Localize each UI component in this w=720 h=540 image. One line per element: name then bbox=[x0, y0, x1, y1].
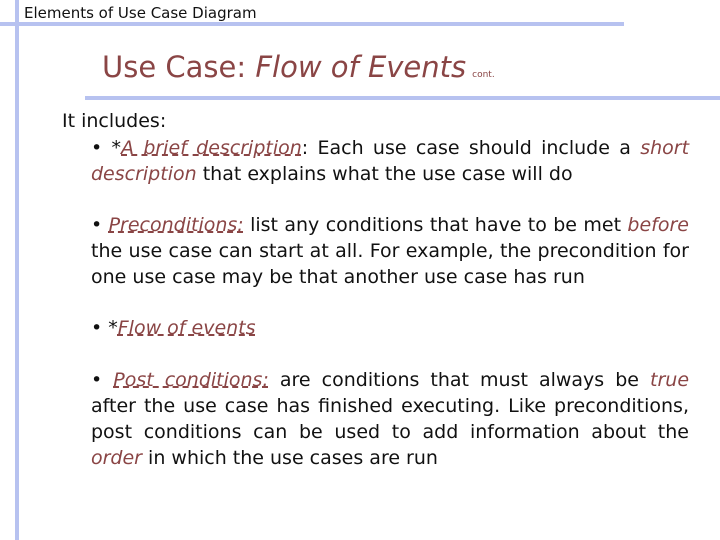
top-accent-bar bbox=[0, 22, 624, 26]
bullet-marker: • bbox=[91, 317, 109, 339]
bullet-text-middle: after the use case has finished executing. Like preconditions, post conditions can be used to add information about the bbox=[91, 395, 689, 443]
title-prefix: Use Case: bbox=[102, 50, 256, 84]
bullet-text: list any conditions that have to be met bbox=[243, 214, 628, 236]
title-cont-label: cont. bbox=[472, 70, 495, 80]
bullet-marker: • bbox=[91, 137, 112, 159]
slide-body bbox=[62, 108, 702, 490]
bullet-text: are conditions that must always be bbox=[268, 369, 651, 391]
bullet-term: Post conditions: bbox=[113, 369, 269, 391]
bullet-star: * bbox=[108, 317, 118, 339]
bullet-marker: • bbox=[91, 369, 114, 391]
bullet-term: Flow of events bbox=[117, 317, 256, 339]
bullet-post-conditions bbox=[91, 367, 689, 471]
bullet-brief-description bbox=[91, 135, 689, 187]
bullet-term: A brief description bbox=[121, 137, 302, 159]
bullet-highlight: before bbox=[627, 214, 689, 236]
bullet-text: : Each use case should include a bbox=[301, 137, 641, 159]
bullet-text-rest: that explains what the use case will do bbox=[196, 163, 573, 185]
title-underline-bar bbox=[85, 96, 720, 100]
left-accent-bar bbox=[15, 0, 19, 540]
bullet-highlight: true bbox=[650, 369, 690, 391]
bullet-term: Preconditions: bbox=[108, 214, 244, 236]
bullet-flow-of-events bbox=[91, 315, 689, 341]
bullet-star: * bbox=[111, 137, 122, 159]
slide-title bbox=[102, 50, 495, 84]
intro-text: It includes: bbox=[62, 110, 167, 132]
bullet-marker: • bbox=[91, 214, 109, 236]
title-emphasis: Flow of Events bbox=[255, 50, 467, 84]
bullet-preconditions bbox=[91, 212, 689, 290]
slide-header-label: Elements of Use Case Diagram bbox=[24, 4, 257, 22]
bullet-text-rest: in which the use cases are run bbox=[142, 447, 438, 469]
bullet-highlight-order: order bbox=[91, 447, 142, 469]
bullet-highlight: short description bbox=[91, 137, 690, 185]
bullet-text-rest: the use case can start at all. For example, the precondition for one use case may be that another use case has run bbox=[91, 240, 689, 288]
